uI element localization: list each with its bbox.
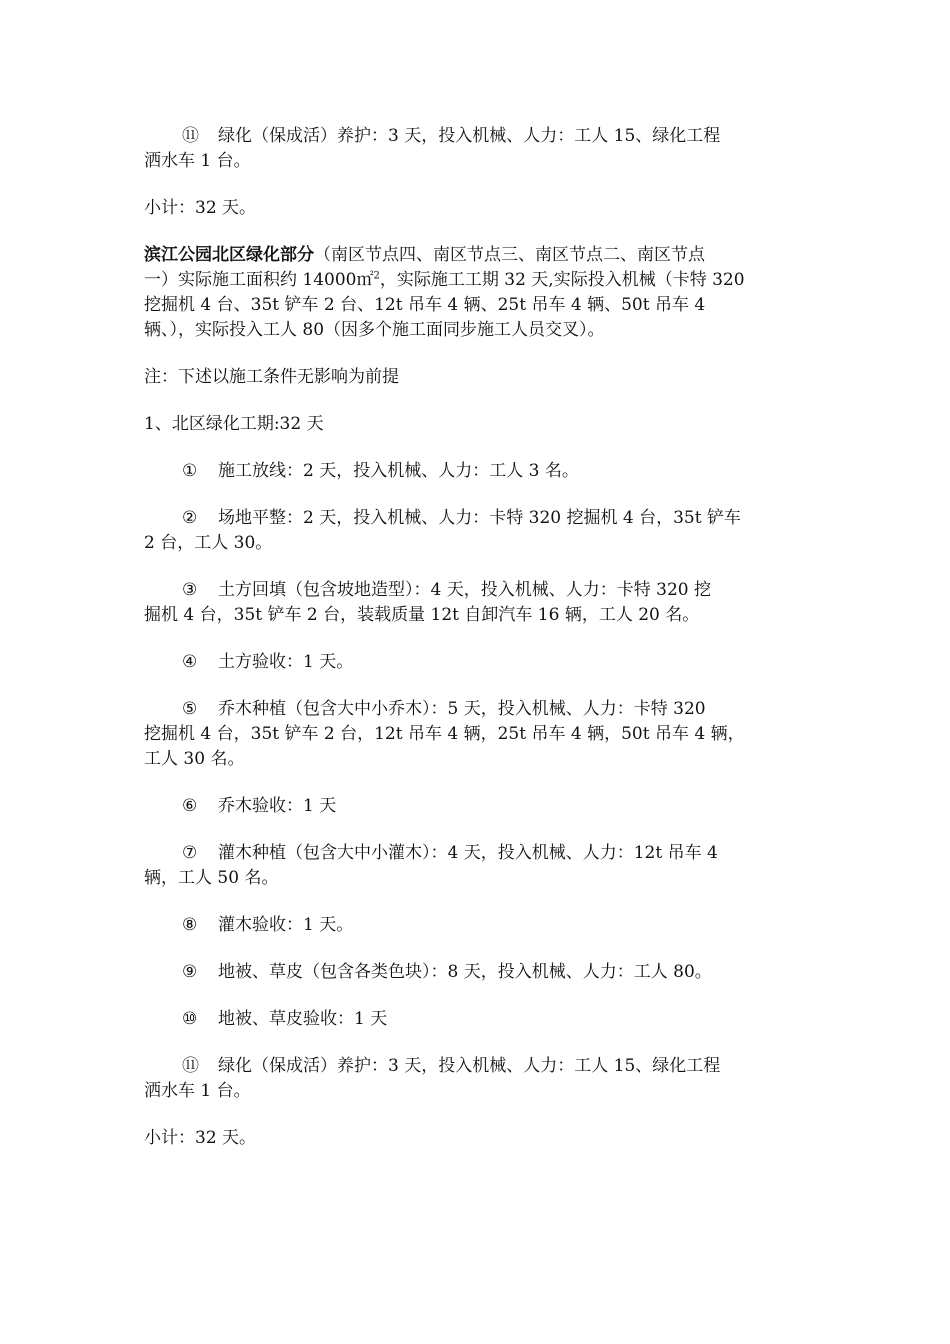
item-number: ⑩ [182, 1009, 198, 1029]
item-text-line: 掘机 4 台，35t 铲车 2 台，装载质量 12t 自卸汽车 16 辆，工人 20 名。 [144, 605, 700, 625]
item-text-line: 地被、草皮（包含各类色块）：8 天，投入机械、人力：工人 80。 [218, 962, 712, 982]
item-text-line: 场地平整：2 天，投入机械、人力：卡特 320 挖掘机 4 台，35t 铲车 [218, 508, 741, 528]
summary-text: 辆、），实际投入工人 80（因多个施工面同步施工人员交叉）。 [144, 320, 605, 340]
item-number: ⑪ [182, 126, 199, 146]
summary-text [144, 268, 814, 293]
list-item [144, 913, 814, 938]
list-item [144, 459, 814, 484]
list-item [144, 1007, 814, 1032]
note: 注：下述以施工条件无影响为前提 [144, 367, 399, 387]
item-text-line: 绿化（保成活）养护：3 天，投入机械、人力：工人 15、绿化工程 [218, 126, 721, 146]
list-item [144, 1054, 814, 1104]
subtotal: 小计：32 天。 [144, 1128, 257, 1148]
summary-area: 一）实际施工面积约 14000㎡ [144, 270, 374, 290]
summary-text: 挖掘机 4 台、35t 铲车 2 台、12t 吊车 4 辆、25t 吊车 4 辆、50t 吊车 4 [144, 295, 706, 315]
item-number: ⑪ [182, 1056, 199, 1076]
item-text-line: 辆，工人 50 名。 [144, 868, 279, 888]
subtotal: 小计：32 天。 [144, 198, 257, 218]
item-number: ④ [182, 652, 198, 672]
section-heading: 1、北区绿化工期:32 天 [144, 414, 324, 434]
summary-title: 滨江公园北区绿化部分 [144, 245, 314, 265]
item-number: ⑥ [182, 796, 198, 816]
summary-text: ，实际施工工期 32 天,实际投入机械（卡特 320 [379, 270, 745, 290]
item-text-line: 灌木验收：1 天。 [218, 915, 354, 935]
item-text-line: 施工放线：2 天，投入机械、人力：工人 3 名。 [218, 461, 579, 481]
item-number: ⑤ [182, 699, 198, 719]
item-number: ② [182, 508, 198, 528]
item-number: ⑧ [182, 915, 198, 935]
item-text-line: 工人 30 名。 [144, 749, 245, 769]
list-item [144, 794, 814, 819]
item-text-line: 乔木种植（包含大中小乔木）：5 天，投入机械、人力：卡特 320 [218, 699, 706, 719]
item-number: ⑨ [182, 962, 198, 982]
list-item [144, 124, 814, 174]
list-item [144, 697, 814, 772]
item-text-line: 乔木验收：1 天 [218, 796, 337, 816]
item-text-line: 绿化（保成活）养护：3 天，投入机械、人力：工人 15、绿化工程 [218, 1056, 721, 1076]
item-text-line: 洒水车 1 台。 [144, 151, 251, 171]
list-item [144, 650, 814, 675]
item-text-line: 土方回填（包含坡地造型）：4 天，投入机械、人力：卡特 320 挖 [218, 580, 711, 600]
item-text-line: 洒水车 1 台。 [144, 1081, 251, 1101]
item-text-line: 土方验收：1 天。 [218, 652, 354, 672]
item-number: ③ [182, 580, 198, 600]
superscript: 2 [373, 270, 380, 282]
item-number: ① [182, 461, 198, 481]
list-item [144, 506, 814, 556]
item-text-line: 地被、草皮验收：1 天 [218, 1009, 388, 1029]
list-item [144, 841, 814, 891]
document-page [144, 124, 814, 1151]
item-text-line: 2 台，工人 30。 [144, 533, 273, 553]
item-text-line: 灌木种植（包含大中小灌木）：4 天，投入机械、人力：12t 吊车 4 [218, 843, 718, 863]
list-item [144, 578, 814, 628]
summary-text: （南区节点四、南区节点三、南区节点二、南区节点 [314, 245, 705, 265]
item-text-line: 挖掘机 4 台，35t 铲车 2 台，12t 吊车 4 辆，25t 吊车 4 辆，50t 吊车 4 辆， [144, 724, 745, 744]
schedule-list [144, 459, 814, 1104]
summary-paragraph [144, 243, 814, 343]
item-number: ⑦ [182, 843, 198, 863]
list-item [144, 960, 814, 985]
